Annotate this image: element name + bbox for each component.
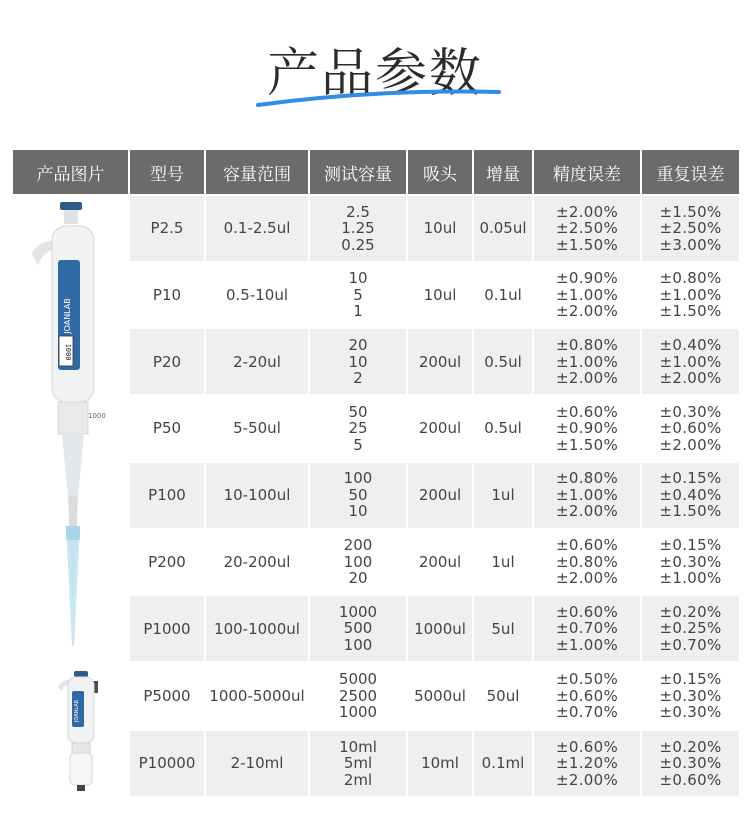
cell-model: P5000 (130, 663, 204, 729)
accuracy-value: ±1.20% (555, 754, 619, 772)
cell-accuracy (534, 463, 640, 528)
cell-volume: 100 (343, 469, 373, 488)
cell-volume: 10ml (339, 737, 377, 756)
cell-range: 2-20ul (206, 329, 308, 394)
cell-volume: 25 (348, 419, 368, 438)
pipette-small-model: 1000 (88, 412, 106, 420)
repeat-value: ±0.25% (659, 619, 722, 638)
repeat-value: ±0.60% (659, 419, 722, 438)
pipette-image-small-volume (14, 196, 127, 658)
cell-accuracy (534, 731, 640, 797)
accuracy-value: ±1.00% (555, 352, 619, 371)
accuracy-value: ±0.80% (555, 552, 619, 571)
accuracy-value: ±2.00% (555, 502, 619, 521)
cell-range: 2-10ml (206, 731, 308, 797)
cell-tip: 200ul (408, 329, 472, 394)
accuracy-value: ±0.60% (555, 602, 619, 621)
accuracy-value: ±0.60% (555, 536, 619, 555)
cell-repeatability (642, 463, 739, 528)
repeat-value: ±2.50% (659, 219, 722, 238)
table-row (13, 196, 739, 261)
cell-volume: 5 (353, 285, 363, 304)
cell-increment: 0.1ml (474, 731, 532, 797)
cell-test-volumes (310, 663, 406, 729)
cell-test-volumes (310, 463, 406, 528)
cell-volume: 1.25 (341, 219, 375, 238)
cell-volume: 10 (348, 269, 368, 288)
accuracy-value: ±0.60% (555, 402, 619, 421)
cell-model: P50 (130, 396, 204, 461)
repeat-value: ±0.30% (659, 754, 722, 772)
accuracy-value: ±1.50% (555, 235, 619, 254)
repeat-value: ±0.20% (659, 737, 722, 756)
cell-tip: 10ul (408, 263, 472, 328)
cell-test-volumes (310, 596, 406, 661)
cell-volume: 1000 (338, 703, 378, 721)
accuracy-value: ±0.60% (555, 686, 619, 705)
cell-test-volumes (310, 530, 406, 595)
cell-accuracy (534, 396, 640, 461)
accuracy-value: ±0.70% (555, 703, 619, 721)
cell-volume: 20 (348, 336, 368, 354)
cell-range: 20-200ul (206, 530, 308, 595)
repeat-value: ±0.20% (659, 602, 722, 621)
cell-tip: 1000ul (408, 596, 472, 661)
pipette-small-display: 1000 (64, 343, 72, 361)
cell-test-volumes (310, 196, 406, 261)
header-accuracy: 精度误差 (534, 150, 640, 194)
cell-model: P100 (130, 463, 204, 528)
cell-accuracy (534, 663, 640, 729)
cell-volume: 50 (348, 485, 368, 504)
header-increment: 增量 (474, 150, 532, 194)
pipette-image-cell (13, 196, 128, 661)
accuracy-value: ±2.00% (555, 202, 619, 221)
cell-repeatability (642, 596, 739, 661)
cell-volume: 2ml (343, 770, 373, 789)
cell-model: P10 (130, 263, 204, 328)
cell-tip: 10ml (408, 731, 472, 797)
cell-repeatability (642, 263, 739, 328)
repeat-value: ±0.30% (659, 686, 722, 705)
accuracy-value: ±2.00% (555, 770, 619, 789)
header-test-volume: 测试容量 (310, 150, 406, 194)
cell-increment: 0.05ul (474, 196, 532, 261)
accuracy-value: ±2.00% (555, 569, 619, 588)
repeat-value: ±0.30% (659, 703, 722, 721)
repeat-value: ±1.50% (659, 202, 722, 221)
repeat-value: ±0.40% (659, 336, 722, 354)
cell-repeatability (642, 396, 739, 461)
cell-volume: 20 (348, 569, 368, 588)
repeat-value: ±0.70% (659, 635, 722, 654)
cell-accuracy (534, 530, 640, 595)
cell-volume: 100 (343, 635, 373, 654)
cell-test-volumes (310, 731, 406, 797)
accuracy-value: ±2.00% (555, 302, 619, 321)
cell-range: 10-100ul (206, 463, 308, 528)
cell-test-volumes (310, 396, 406, 461)
accuracy-value: ±2.00% (555, 369, 619, 387)
repeat-value: ±0.80% (659, 269, 722, 288)
repeat-value: ±0.30% (659, 402, 722, 421)
pipette-large-brand: JOANLAB (74, 699, 80, 723)
accuracy-value: ±1.50% (555, 435, 619, 454)
repeat-value: ±0.30% (659, 552, 722, 571)
cell-volume: 100 (343, 552, 373, 571)
repeat-value: ±2.00% (659, 435, 722, 454)
cell-model: P200 (130, 530, 204, 595)
table-row (13, 663, 739, 729)
cell-volume: 2500 (338, 686, 378, 705)
cell-accuracy (534, 329, 640, 394)
cell-accuracy (534, 263, 640, 328)
cell-increment: 0.1ul (474, 263, 532, 328)
cell-increment: 5ul (474, 596, 532, 661)
cell-increment: 0.5ul (474, 396, 532, 461)
repeat-value: ±0.60% (659, 770, 722, 789)
cell-range: 0.1-2.5ul (206, 196, 308, 261)
title-underline-swoosh (256, 86, 501, 108)
cell-range: 100-1000ul (206, 596, 308, 661)
cell-tip: 5000ul (408, 663, 472, 729)
accuracy-value: ±0.50% (555, 670, 619, 688)
cell-repeatability (642, 530, 739, 595)
cell-repeatability (642, 329, 739, 394)
cell-range: 5-50ul (206, 396, 308, 461)
cell-increment: 0.5ul (474, 329, 532, 394)
cell-model: P2.5 (130, 196, 204, 261)
header-tip: 吸头 (408, 150, 472, 194)
cell-tip: 200ul (408, 463, 472, 528)
page-title: 产品参数 (266, 44, 483, 104)
cell-test-volumes (310, 329, 406, 394)
cell-increment: 1ul (474, 530, 532, 595)
accuracy-value: ±0.90% (555, 419, 619, 438)
cell-range: 0.5-10ul (206, 263, 308, 328)
accuracy-value: ±0.60% (555, 737, 619, 756)
spec-table (11, 148, 741, 798)
cell-model: P10000 (130, 731, 204, 797)
repeat-value: ±0.40% (659, 485, 722, 504)
header-row (13, 150, 739, 194)
accuracy-value: ±0.80% (555, 469, 619, 488)
cell-volume: 50 (348, 402, 368, 421)
cell-volume: 10 (348, 502, 368, 521)
cell-volume: 1000 (338, 602, 378, 621)
repeat-value: ±0.15% (659, 536, 722, 555)
cell-tip: 200ul (408, 530, 472, 595)
repeat-value: ±1.00% (659, 569, 722, 588)
accuracy-value: ±0.90% (555, 269, 619, 288)
accuracy-value: ±1.00% (555, 485, 619, 504)
cell-volume: 10 (348, 352, 368, 371)
cell-volume: 5 (353, 435, 363, 454)
cell-test-volumes (310, 263, 406, 328)
cell-volume: 5000 (338, 670, 378, 688)
accuracy-value: ±0.70% (555, 619, 619, 638)
repeat-value: ±1.00% (659, 285, 722, 304)
cell-increment: 1ul (474, 463, 532, 528)
pipette-small-brand: JOANLAB (63, 298, 72, 334)
accuracy-value: ±2.50% (555, 219, 619, 238)
header-image: 产品图片 (13, 150, 128, 194)
repeat-value: ±2.00% (659, 369, 722, 387)
repeat-value: ±0.15% (659, 469, 722, 488)
cell-tip: 10ul (408, 196, 472, 261)
cell-volume: 500 (343, 619, 373, 638)
cell-tip: 200ul (408, 396, 472, 461)
cell-volume: 1 (353, 302, 363, 321)
accuracy-value: ±1.00% (555, 285, 619, 304)
header-range: 容量范围 (206, 150, 308, 194)
cell-model: P1000 (130, 596, 204, 661)
repeat-value: ±1.00% (659, 352, 722, 371)
cell-volume: 200 (343, 536, 373, 555)
cell-repeatability (642, 663, 739, 729)
accuracy-value: ±1.00% (555, 635, 619, 654)
cell-volume: 2 (353, 369, 363, 387)
cell-range: 1000-5000ul (206, 663, 308, 729)
header-repeatability: 重复误差 (642, 150, 739, 194)
cell-accuracy (534, 596, 640, 661)
header-model: 型号 (130, 150, 204, 194)
cell-volume: 2.5 (346, 202, 370, 221)
cell-accuracy (534, 196, 640, 261)
pipette-image-large-volume (14, 663, 127, 793)
pipette-image-cell-large (13, 663, 128, 796)
repeat-value: ±3.00% (659, 235, 722, 254)
cell-repeatability (642, 196, 739, 261)
cell-volume: 5ml (343, 754, 373, 772)
cell-repeatability (642, 731, 739, 797)
repeat-value: ±1.50% (659, 302, 722, 321)
cell-volume: 0.25 (341, 235, 375, 254)
accuracy-value: ±0.80% (555, 336, 619, 354)
cell-increment: 50ul (474, 663, 532, 729)
cell-model: P20 (130, 329, 204, 394)
repeat-value: ±0.15% (659, 670, 722, 688)
repeat-value: ±1.50% (659, 502, 722, 521)
